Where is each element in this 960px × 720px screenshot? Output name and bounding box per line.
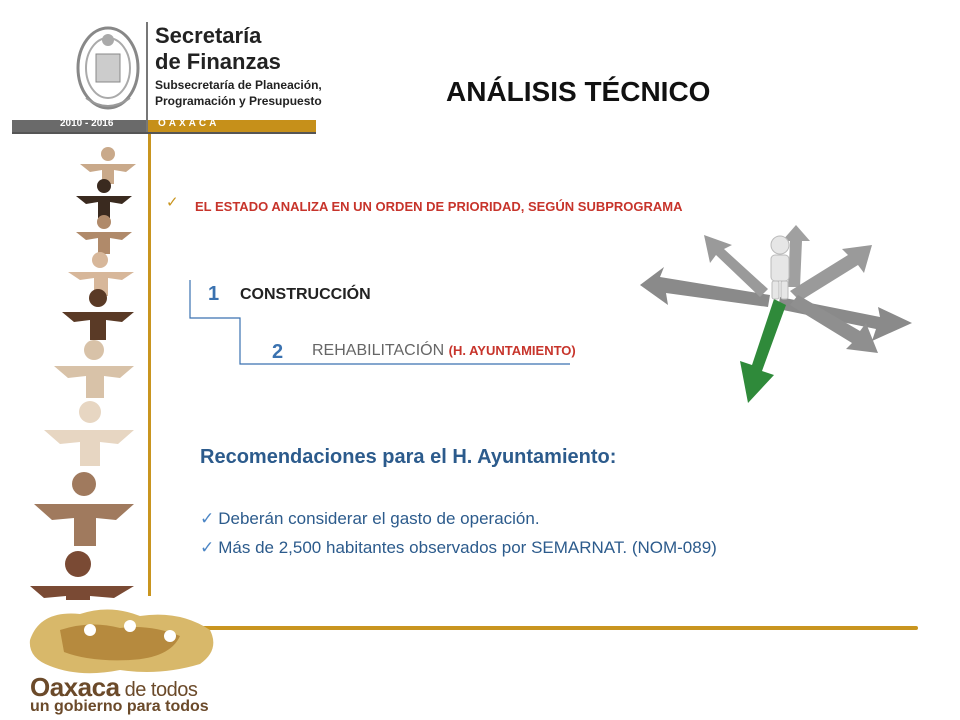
org-name-line1: Secretaría [155, 23, 262, 48]
recommendation-text: Más de 2,500 habitantes observados por SEMARNAT. (NOM-089) [218, 538, 717, 557]
green-arrow-down [740, 299, 786, 403]
state-seal-logo [72, 18, 144, 118]
person-figure-6 [54, 340, 134, 398]
grey-arrow-up-right [790, 245, 872, 301]
step-label-rehabilitacion [312, 342, 576, 360]
person-figure-7 [44, 401, 134, 466]
years-label: 2010 - 2016 [60, 118, 114, 129]
sub-org-line2: Programación y Presupuesto [155, 94, 322, 108]
recommendations-title: Recomendaciones para el H. Ayuntamiento: [200, 446, 617, 468]
person-figure-4 [68, 252, 134, 296]
page-title: ANÁLISIS TÉCNICO [446, 76, 711, 107]
people-chain-decoration [30, 140, 140, 600]
step-detail-ayuntamiento: (H. AYUNTAMIENTO) [448, 343, 576, 358]
footer-tagline: un gobierno para todos [30, 698, 209, 715]
step-label-construccion: CONSTRUCCIÓN [240, 286, 371, 303]
direction-arrows-illustration [640, 225, 912, 407]
person-figure-5 [62, 289, 134, 340]
step-number-1: 1 [208, 283, 220, 305]
step-label-rehabilitacion-text: REHABILITACIÓN [312, 342, 449, 359]
recommendation-item [200, 509, 540, 529]
header-underline [12, 132, 316, 134]
checkmark-icon: ✓ [166, 194, 179, 211]
sub-org-line1: Subsecretaría de Planeación, [155, 78, 322, 92]
logo-divider [146, 22, 148, 132]
checkmark-icon: ✓ [200, 538, 215, 557]
step-number-2: 2 [272, 341, 284, 363]
vertical-divider [148, 134, 151, 596]
checkmark-icon: ✓ [200, 509, 215, 528]
person-figure-1 [80, 147, 136, 184]
person-figure-3 [76, 215, 132, 254]
footer-brand-name: Oaxaca [30, 672, 120, 702]
person-figure-8 [34, 472, 134, 546]
person-figure-9 [30, 551, 134, 600]
person-figure-2 [76, 179, 132, 218]
footer-brand-suffix: de todos [119, 679, 198, 701]
bottom-divider [200, 626, 918, 630]
state-label: OAXACA [158, 118, 220, 129]
priority-statement: EL ESTADO ANALIZA EN UN ORDEN DE PRIORIDAD, SEGÚN SUBPROGRAMA [195, 199, 683, 214]
oaxaca-map-logo [20, 600, 230, 680]
org-name-line2: de Finanzas [155, 49, 281, 74]
recommendation-text: Deberán considerar el gasto de operación. [218, 509, 540, 528]
recommendation-item [200, 538, 717, 558]
person-figure-3d [771, 236, 789, 299]
